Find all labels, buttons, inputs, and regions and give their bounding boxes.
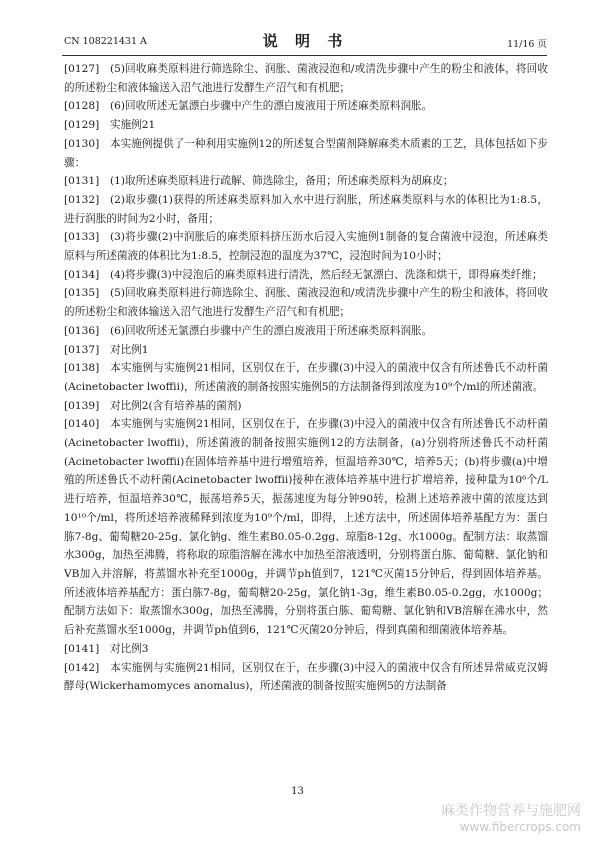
paragraph — [64, 135, 548, 172]
paragraph-text: (3)将步骤(2)中润胀后的麻类原料挤压沥水后浸入实施例1制备的复合菌液中浸泡，所述麻类原料与所述菌液的体积比为1:8.5，控制浸泡的温度为37℃，浸泡时间为10小时； — [64, 231, 548, 263]
paragraph-number: [0135] — [64, 287, 100, 300]
paragraph-text: 实施例21 — [110, 119, 156, 132]
paragraph-text: 对比例2(含有培养基的菌剂) — [110, 399, 242, 412]
page-number: 13 — [291, 786, 304, 797]
paragraph-number: [0140] — [64, 418, 100, 431]
paragraph — [64, 659, 548, 696]
paragraph — [64, 640, 548, 659]
paragraph — [64, 191, 548, 228]
paragraph-text: 本实施例与实施例21相同，区别仅在于，在步骤(3)中浸入的菌液中仅含有所述鲁氏不动杆菌(Acinetobacter lwoffii)，所述菌液的制备按照实施例12的方法制备，(a)分别将所述鲁氏不动杆菌(Acinetobacter lwoffii)在固体培养基中进行增殖培养，恒温培养30℃，培养5天；(b)将步骤(a)中增殖的所述鲁氏不动杆菌(Acinetobacter lwoffii)接种在液体培养基中进行扩增培养，接种量为10⁶个/L进行培养，恒温培养30℃，振荡培养5天，振荡速度为每分钟90转，检测上述培养液中菌的浓度达到10¹⁰个/ml，将所述培养液稀释到浓度为10⁹个/ml，即得，上述方法中，所述固体培养基配方为：蛋白胨7-8g、葡萄糖20-25g、氯化钠g、维生素B0.05-0.2gg、琼脂8-12g、水1000g。配制方法：取蒸馏水300g，加热至沸腾，将称取的琼脂溶解在沸水中加热至溶液透明，分别将蛋白胨、葡萄糖、氯化钠和VB加入并溶解，将蒸馏水补充至1000g，并调节ph值到7，121℃灭菌15分钟后，得到固体培养基。所述液体培养基配方：蛋白胨7-8g，葡萄糖20-25g，氯化钠1-3g，维生素B0.05-0.2gg，水1000g；配制方法如下：取蒸馏水300g，加热至沸腾，分别将蛋白胨、葡萄糖、氯化钠和VB溶解在沸水中，然后补充蒸馏水至1000g，并调节ph值到6，121℃灭菌20分钟后，得到真菌和细菌液体培养基。 — [64, 418, 548, 637]
paragraph — [64, 359, 548, 396]
paragraph-number: [0131] — [64, 175, 100, 188]
paragraph — [64, 60, 548, 97]
paragraph-number: [0137] — [64, 343, 100, 356]
paragraph-number: [0129] — [64, 119, 100, 132]
paragraph — [64, 116, 548, 135]
paragraph — [64, 284, 548, 321]
paragraph-text: (2)取步骤(1)获得的所述麻类原料加入水中进行润胀，所述麻类原料与水的体积比为1:8.5，进行润胀的时间为2小时，备用； — [64, 193, 548, 225]
paragraph-text: 对比例1 — [110, 343, 149, 356]
paragraph — [64, 172, 548, 191]
paragraph-text: (5)回收麻类原料进行筛选除尘、润胀、菌液浸泡和/或清洗步骤中产生的粉尘和液体，将回收的所述粉尘和液体输送入沼气池进行发酵生产沼气和有机肥； — [64, 287, 548, 319]
paragraph-number: [0138] — [64, 362, 100, 375]
watermark — [441, 800, 581, 834]
document-title: 说 明 书 — [262, 32, 349, 50]
watermark-url: www.fibercrops.com — [459, 820, 581, 834]
paragraph-text: 本实施例与实施例21相同，区别仅在于，在步骤(3)中浸入的菌液中仅含有所述鲁氏不动杆菌(Acinetobacter lwoffii)，所述菌液的制备按照实施例5的方法制备得到浓度为10⁹个/ml的所述菌液。 — [64, 362, 548, 393]
paragraph-number: [0134] — [64, 268, 100, 281]
paragraph-number: [0141] — [64, 642, 100, 655]
paragraph-number: [0130] — [64, 137, 100, 150]
paragraph — [64, 97, 548, 116]
paragraph-text: (1)取所述麻类原料进行疏解、筛选除尘，备用；所述麻类原料为胡麻皮； — [110, 175, 454, 188]
document-body — [64, 60, 548, 696]
paragraph-number: [0132] — [64, 193, 100, 206]
watermark-site-name: 麻类作物营养与施肥网 — [441, 803, 581, 819]
page-header — [64, 30, 547, 50]
header-rule — [62, 55, 547, 56]
paragraph-number: [0128] — [64, 100, 100, 113]
paragraph-text: (4)将步骤(3)中浸泡后的麻类原料进行清洗，然后经无氯漂白、洗涤和烘干，即得麻类纤维； — [110, 268, 543, 281]
paragraph — [64, 341, 548, 360]
paragraph-number: [0127] — [64, 63, 100, 75]
paragraph — [64, 397, 548, 416]
paragraph-text: (5)回收麻类原料进行筛选除尘、润胀、菌液浸泡和/或清洗步骤中产生的粉尘和液体，将回收的所述粉尘和液体输送入沼气池进行发酵生产沼气和有机肥； — [64, 63, 548, 94]
paragraph-number: [0139] — [64, 399, 100, 412]
paragraph — [64, 322, 548, 341]
paragraph-number: [0133] — [64, 231, 100, 244]
paragraph-number: [0142] — [64, 661, 100, 674]
paragraph-number: [0136] — [64, 324, 100, 337]
paragraph-text: 本实施例与实施例21相同，区别仅在于，在步骤(3)中浸入的菌液中仅含有所述异常威克汉姆酵母(Wickerhamomyces anomalus)，所述菌液的制备按照实施例5的方法制备 — [64, 661, 548, 693]
paragraph-text: 本实施例提供了一种利用实施例12的所述复合型菌剂降解麻类木质素的工艺，具体包括如下步骤： — [64, 137, 548, 169]
paragraph — [64, 415, 548, 639]
paragraph — [64, 228, 548, 265]
paragraph-text: 对比例3 — [110, 642, 149, 655]
paragraph-text: (6)回收所述无氯漂白步骤中产生的漂白废液用于所述麻类原料润胀。 — [110, 324, 433, 337]
page-indicator: 11/16 页 — [507, 39, 547, 50]
paragraph-text: (6)回收所述无氯漂白步骤中产生的漂白废液用于所述麻类原料润胀。 — [110, 100, 433, 113]
paragraph — [64, 266, 548, 285]
publication-number: CN 108221431 A — [64, 36, 147, 47]
